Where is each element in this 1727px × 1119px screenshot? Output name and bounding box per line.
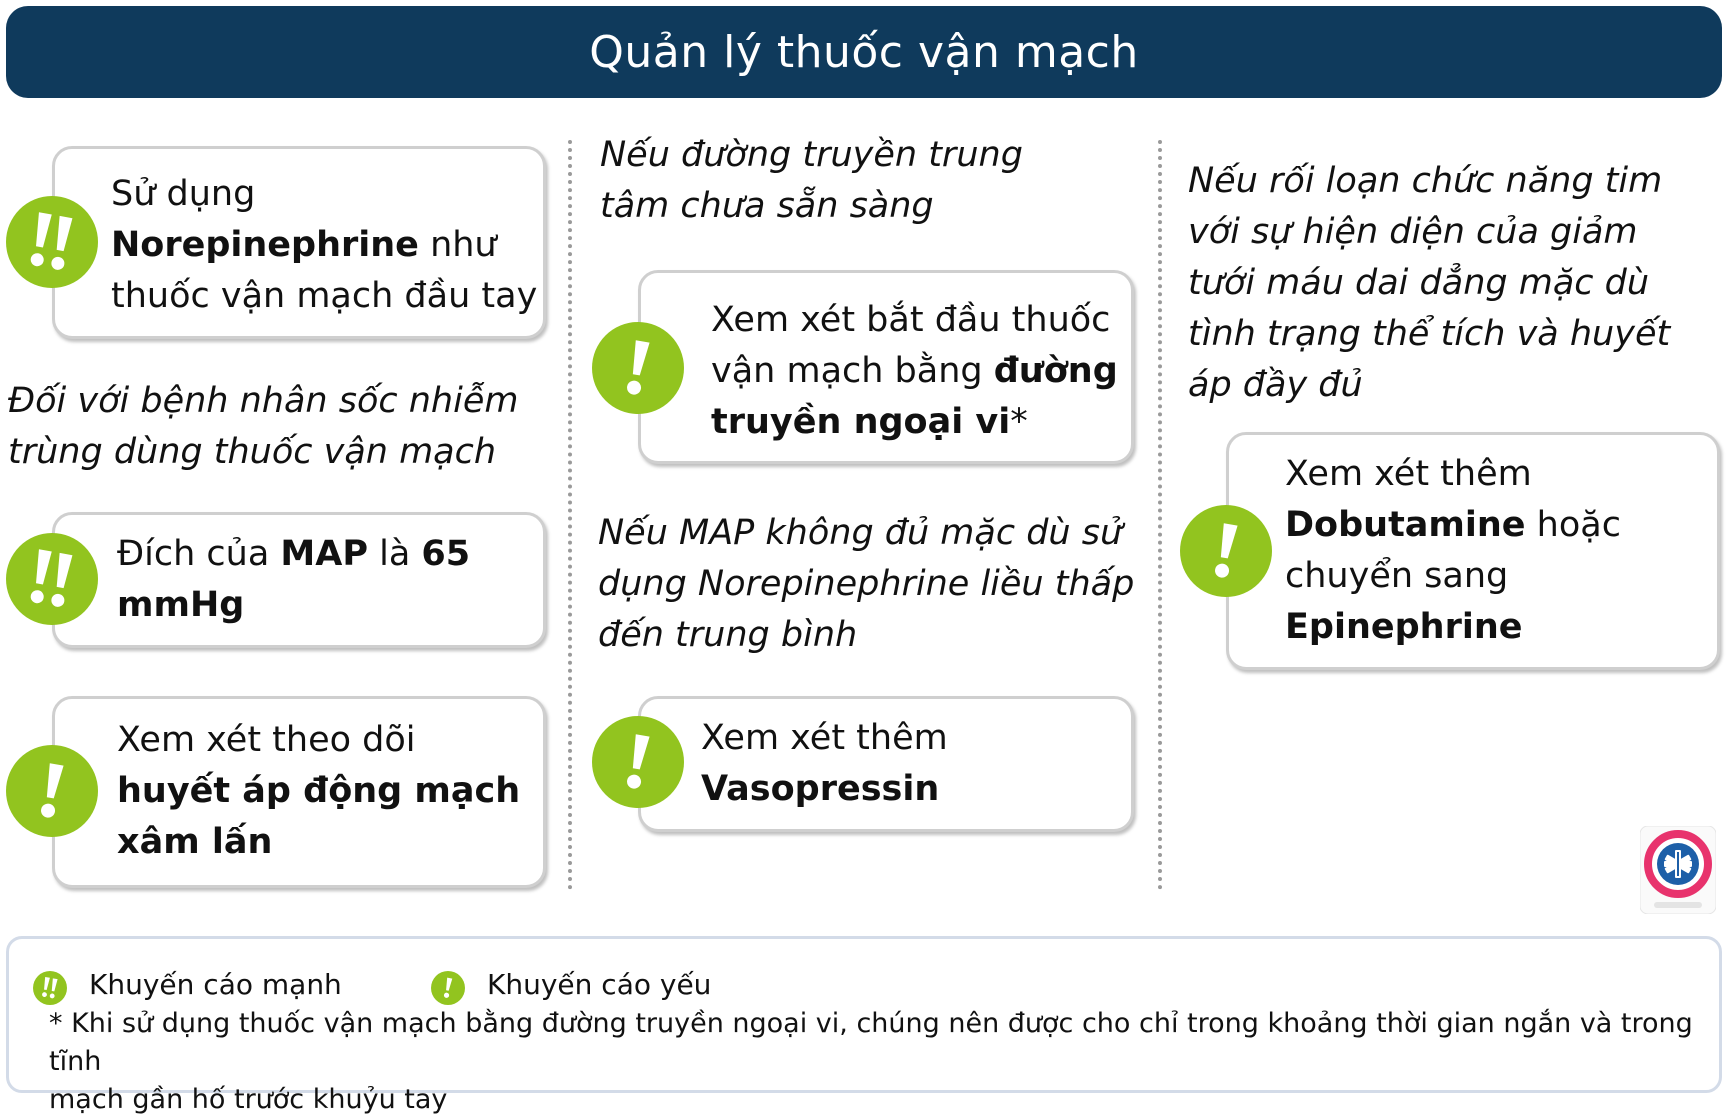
peripheral-vasopressor-box	[638, 270, 1134, 464]
strong-recommendation-icon	[6, 533, 98, 625]
box-text: như	[418, 225, 497, 265]
box-text: Xem xét thêm	[1285, 454, 1532, 494]
map-value: 65	[421, 534, 471, 574]
map-target-box	[52, 512, 546, 648]
column-divider-1	[568, 140, 572, 890]
footnote-marker: *	[1010, 402, 1028, 442]
weak-recommendation-icon	[592, 322, 684, 414]
map-unit: mmHg	[117, 585, 245, 625]
footnote	[49, 1005, 1699, 1119]
box-text: hoặc	[1525, 505, 1621, 545]
condition-inadequate-map	[598, 508, 1134, 661]
double-exclamation-icon	[33, 971, 67, 1005]
legend-strong-label: Khuyến cáo mạnh	[89, 968, 342, 1001]
condition-text: tình trạng thể tích và huyết	[1188, 314, 1671, 354]
weak-recommendation-icon	[6, 745, 98, 837]
condition-cardiac-dysfunction	[1188, 156, 1670, 411]
condition-text: Nếu đường truyền trung	[600, 135, 1023, 175]
dobutamine-epinephrine-box	[1226, 432, 1720, 670]
box-text: là	[367, 534, 422, 574]
footnote-line: * Khi sử dụng thuốc vận mạch bằng đường truyền ngoại vi, chúng nên được cho chỉ trong khoảng thời gian ngắn và trong tĩnh	[49, 1008, 1693, 1077]
box-text: chuyển sang	[1285, 556, 1509, 596]
condition-text: với sự hiện diện của giảm	[1188, 212, 1638, 252]
condition-text: áp đầy đủ	[1188, 365, 1363, 405]
single-exclamation-icon	[431, 971, 465, 1005]
condition-text: Nếu rối loạn chức năng tim	[1188, 161, 1663, 201]
condition-text: tưới máu dai dẳng mặc dù	[1188, 263, 1650, 303]
box-text: Xem xét bắt đầu thuốc	[711, 300, 1111, 340]
condition-text: tâm chưa sẵn sàng	[600, 186, 934, 226]
weak-recommendation-icon	[1180, 505, 1272, 597]
box-text: thuốc vận mạch đầu tay	[111, 276, 538, 316]
drug-name: Norepinephrine	[111, 225, 419, 265]
condition-text: dụng Norepinephrine liều thấp	[598, 564, 1135, 604]
drug-name: Dobutamine	[1285, 505, 1526, 545]
box-text: Sử dụng	[111, 174, 256, 214]
box-bold-text: đường	[993, 351, 1118, 391]
box-bold-text: huyết áp động mạch	[117, 771, 521, 811]
box-bold-text: truyền ngoại vi	[711, 402, 1011, 442]
box-text: Xem xét thêm	[701, 718, 948, 758]
title-banner	[6, 6, 1722, 98]
box-text: Xem xét theo dõi	[117, 720, 416, 760]
page-title: Quản lý thuốc vận mạch	[589, 26, 1139, 78]
box-bold-text: xâm lấn	[117, 822, 273, 862]
legend-weak-label: Khuyến cáo yếu	[487, 968, 712, 1001]
condition-text: Nếu MAP không đủ mặc dù sử	[598, 513, 1123, 553]
footnote-line: mạch gần hố trước khuỷu tay	[49, 1084, 448, 1115]
condition-text: Đối với bệnh nhân sốc nhiễm	[8, 381, 519, 421]
vasopressin-box	[638, 696, 1134, 832]
weak-recommendation-icon	[592, 716, 684, 808]
condition-text: đến trung bình	[598, 615, 858, 655]
box-text: Đích của	[117, 534, 281, 574]
invasive-bp-monitoring-box	[52, 696, 546, 888]
condition-text: trùng dùng thuốc vận mạch	[8, 432, 497, 472]
legend-box	[6, 936, 1722, 1115]
map-label: MAP	[280, 534, 368, 574]
strong-recommendation-icon	[6, 196, 98, 288]
box-text: vận mạch bằng	[711, 351, 994, 391]
emergency-care-logo-icon	[1640, 826, 1716, 914]
drug-name: Vasopressin	[701, 769, 940, 809]
column-divider-2	[1158, 140, 1162, 890]
condition-no-central-line	[600, 130, 1023, 232]
drug-name: Epinephrine	[1285, 607, 1523, 647]
condition-septic-shock	[8, 376, 518, 478]
norepinephrine-first-line-box	[52, 146, 546, 339]
